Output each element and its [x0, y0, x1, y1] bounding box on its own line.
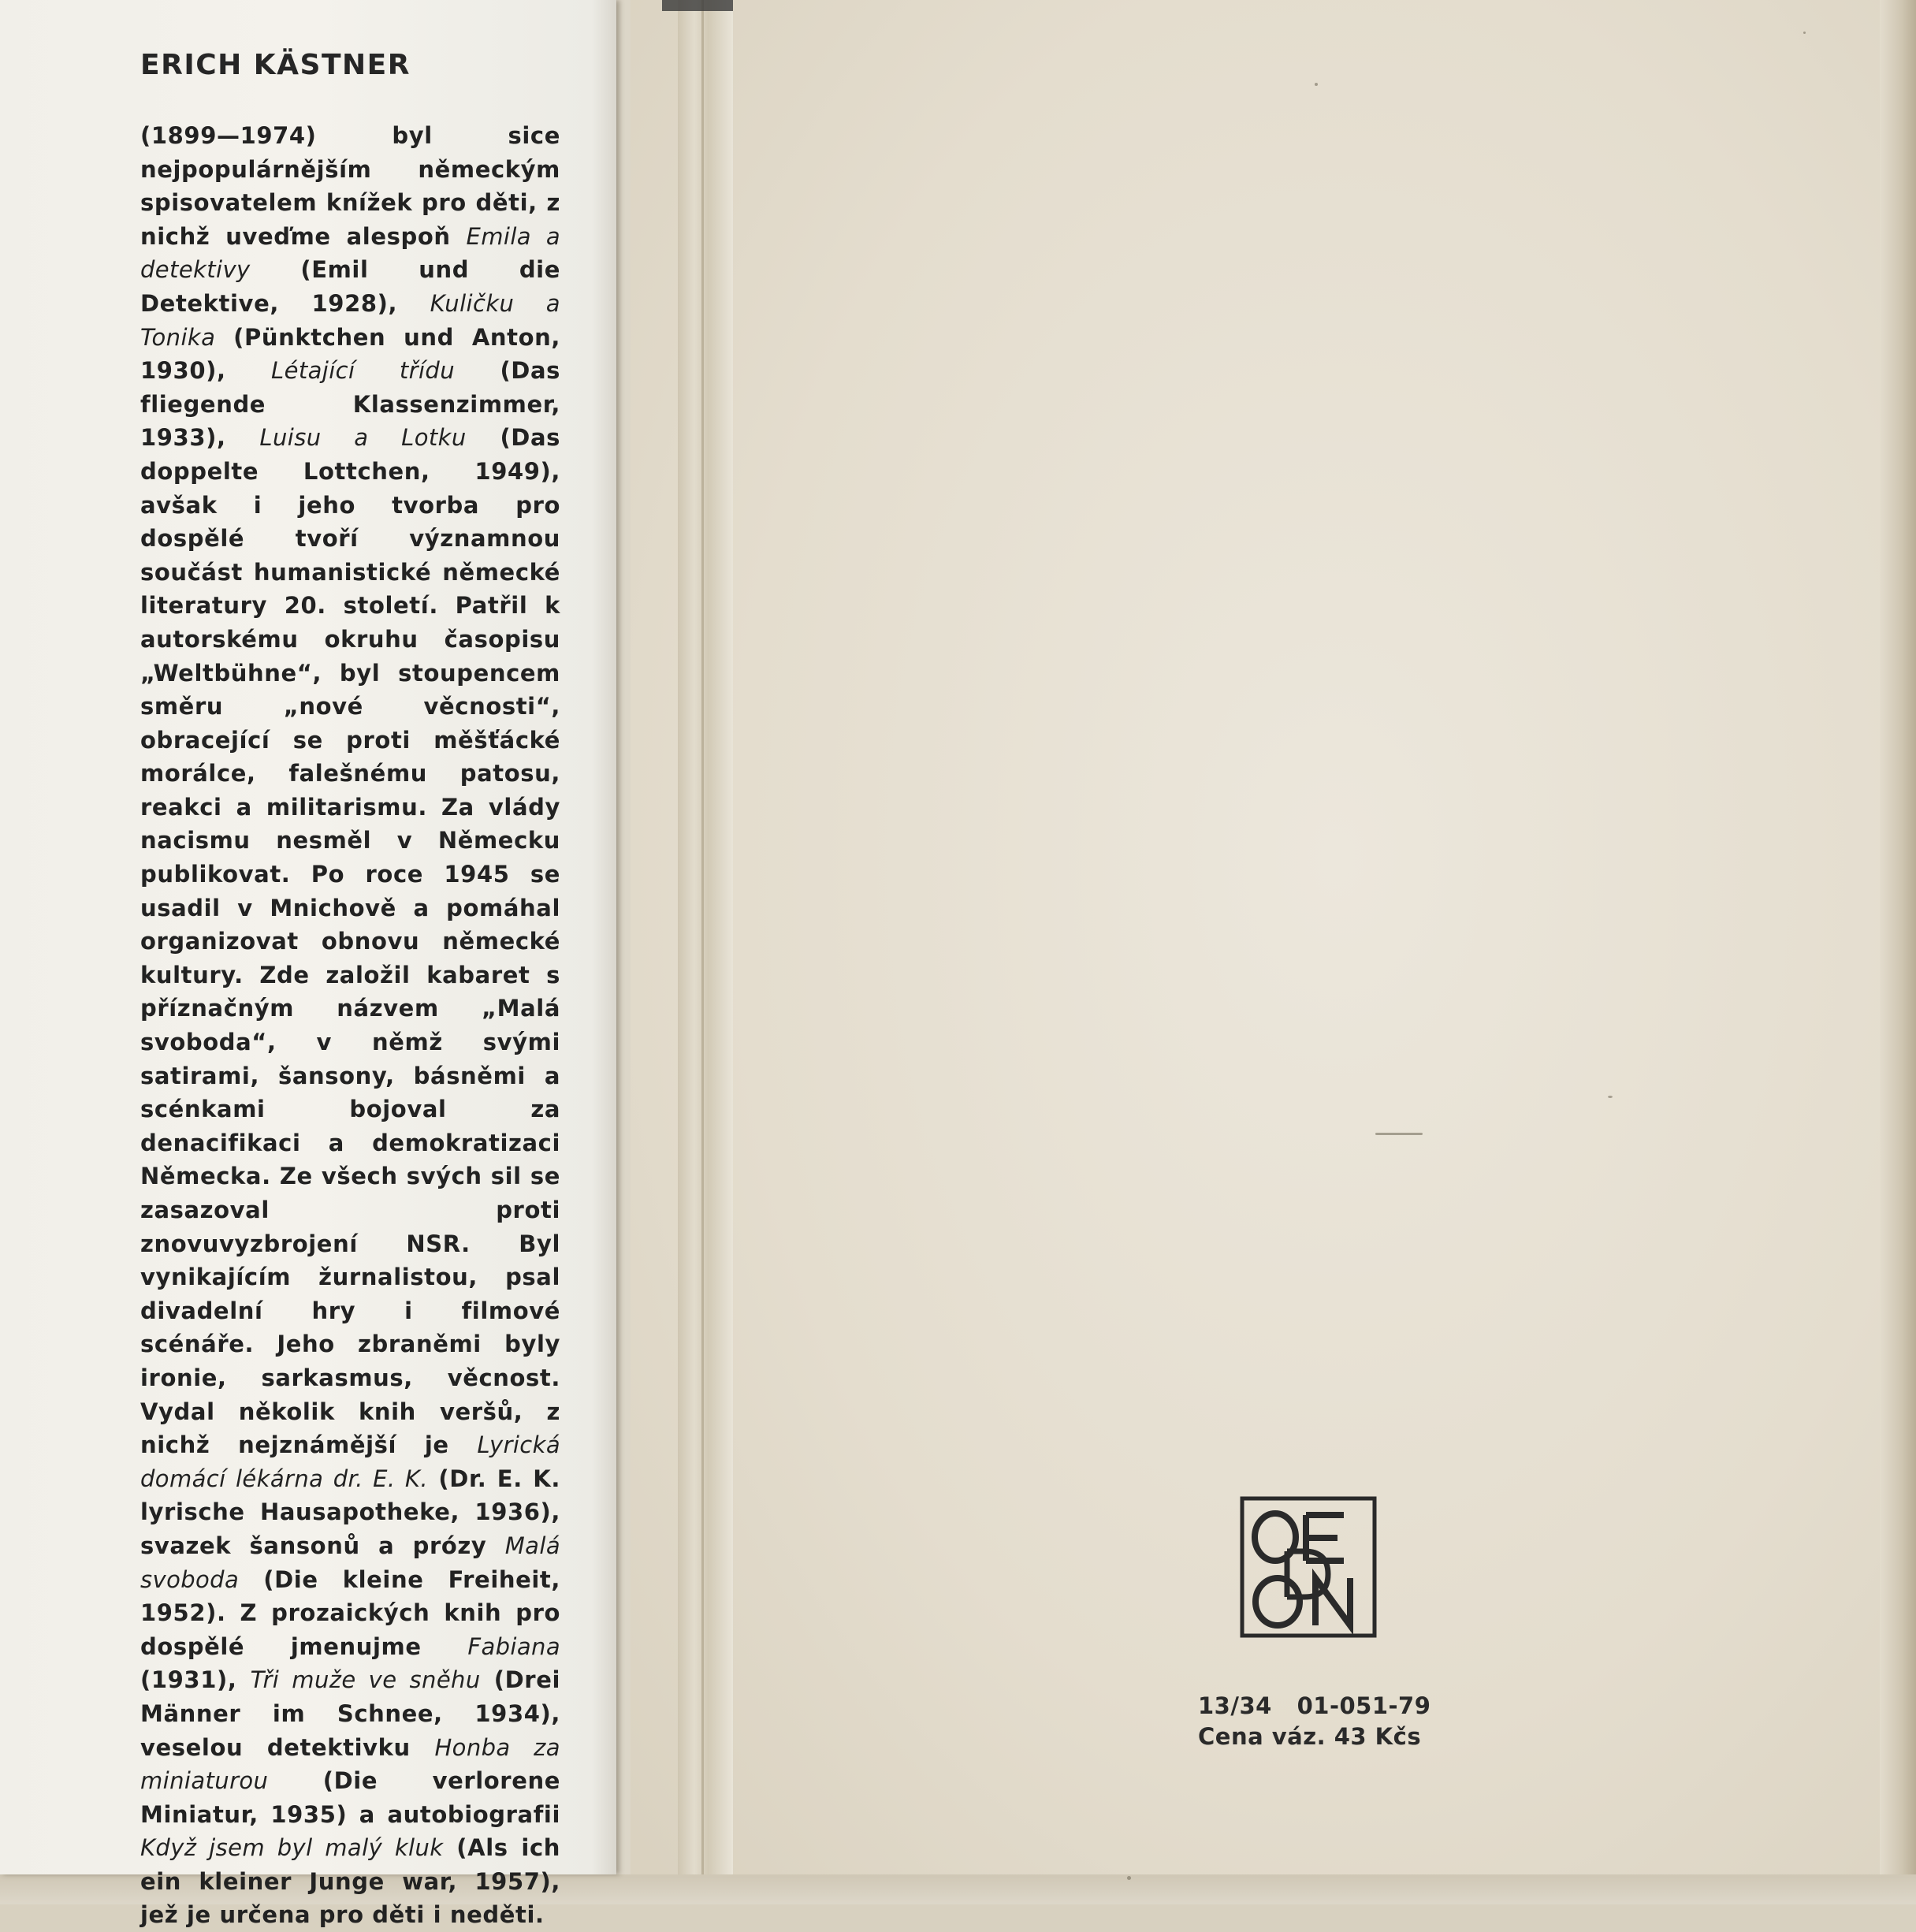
- imprint-code: 13/34 01-051-79: [1198, 1692, 1431, 1719]
- paper-speck: [1315, 83, 1318, 86]
- bio-text-run: (Die verlorene Miniatur, 1935) a autobiografii: [140, 1767, 560, 1828]
- bio-text-run: (1899—1974) byl sice nejpopulárnějším německým spisovatelem knížek pro děti, z nichž uveďme alespoň: [140, 122, 560, 250]
- bio-text-run: (Die kleine Freiheit, 1952). Z prozaických knih pro dospělé jmenujme: [140, 1565, 560, 1660]
- spine-fold: [678, 0, 733, 1904]
- imprint-block: [1198, 1691, 1430, 1752]
- paper-speck: [1608, 1096, 1613, 1098]
- odeon-logo-icon: [1240, 1496, 1377, 1638]
- paper-mark: [1375, 1133, 1423, 1135]
- author-biography: [140, 119, 560, 1932]
- paper-speck: [1127, 1876, 1131, 1880]
- book-title-italic: Když jsem byl malý kluk: [140, 1834, 444, 1862]
- book-title-italic: Lyrická domácí lékárna dr. E. K.: [140, 1431, 560, 1492]
- right-edge-shadow: [1880, 0, 1916, 1904]
- book-title-italic: Emila a detektivy: [140, 222, 560, 284]
- bio-text-run: (Emil und die Detektive, 1928),: [140, 256, 560, 317]
- bio-text-run: (Als ich ein kleiner Junge war, 1957), jež je určena pro děti i neděti.: [140, 1834, 560, 1929]
- odeon-logo: [1240, 1496, 1377, 1638]
- spine-crease: [701, 0, 704, 1904]
- book-title-italic: Létající třídu: [271, 357, 455, 385]
- book-title-italic: Fabiana: [467, 1632, 560, 1660]
- bio-text-run: (Das fliegende Klassenzimmer, 1933),: [140, 357, 560, 452]
- bio-text-run: (Drei Männer im Schnee, 1934), veselou detektivku: [140, 1666, 561, 1761]
- bio-text-run: (1931),: [140, 1666, 251, 1694]
- book-title-italic: Luisu a Lotku: [259, 424, 467, 452]
- flap-text-block: [140, 49, 560, 1932]
- bio-text-run: (Dr. E. K. lyrische Hausapotheke, 1936), svazek šansonů a prózy: [140, 1465, 560, 1559]
- book-title-italic: Kuličku a Tonika: [140, 289, 560, 351]
- top-tear: [662, 0, 733, 11]
- author-name: ERICH KÄSTNER: [140, 49, 411, 81]
- book-title-italic: Tři muže ve sněhu: [250, 1666, 481, 1694]
- inner-flap: [0, 0, 616, 1929]
- bio-text-run: (Pünktchen und Anton, 1930),: [140, 323, 560, 385]
- bio-text-run: (Das doppelte Lottchen, 1949), avšak i jeho tvorba pro dospělé tvoří významnou součást humanistické německé literatury 20. století. Patřil k autorskému okruhu časopisu „Weltbühne“, byl stoupencem směru „nové věcnosti“, obracející se proti měšťácké morálce, falešnému patosu, reakci a militarismu. Za vlády nacismu nesměl v Německu publikovat. Po roce 1945 se usadil v Mnichově a pomáhal organizovat obnovu německé kultury. Zde založil kabaret s příznačným názvem „Malá svoboda“, v němž svými satirami, šansony, básněmi a scénkami bojoval za denacifikaci a demokratizaci Německa. Ze všech svých sil se zasazoval proti znovuvyzbrojení NSR. Byl vynikajícím žurnalistou, psal divadelní hry i filmové scénáře. Jeho zbraněmi byly ironie, sarkasmus, věcnost. Vydal několik knih veršů, z nichž nejznámější je: [140, 424, 561, 1459]
- price-label: Cena váz. 43 Kčs: [1198, 1723, 1422, 1750]
- book-title-italic: Malá svoboda: [140, 1532, 560, 1593]
- paper-speck: [1803, 32, 1806, 34]
- book-title-italic: Honba za miniaturou: [140, 1733, 560, 1795]
